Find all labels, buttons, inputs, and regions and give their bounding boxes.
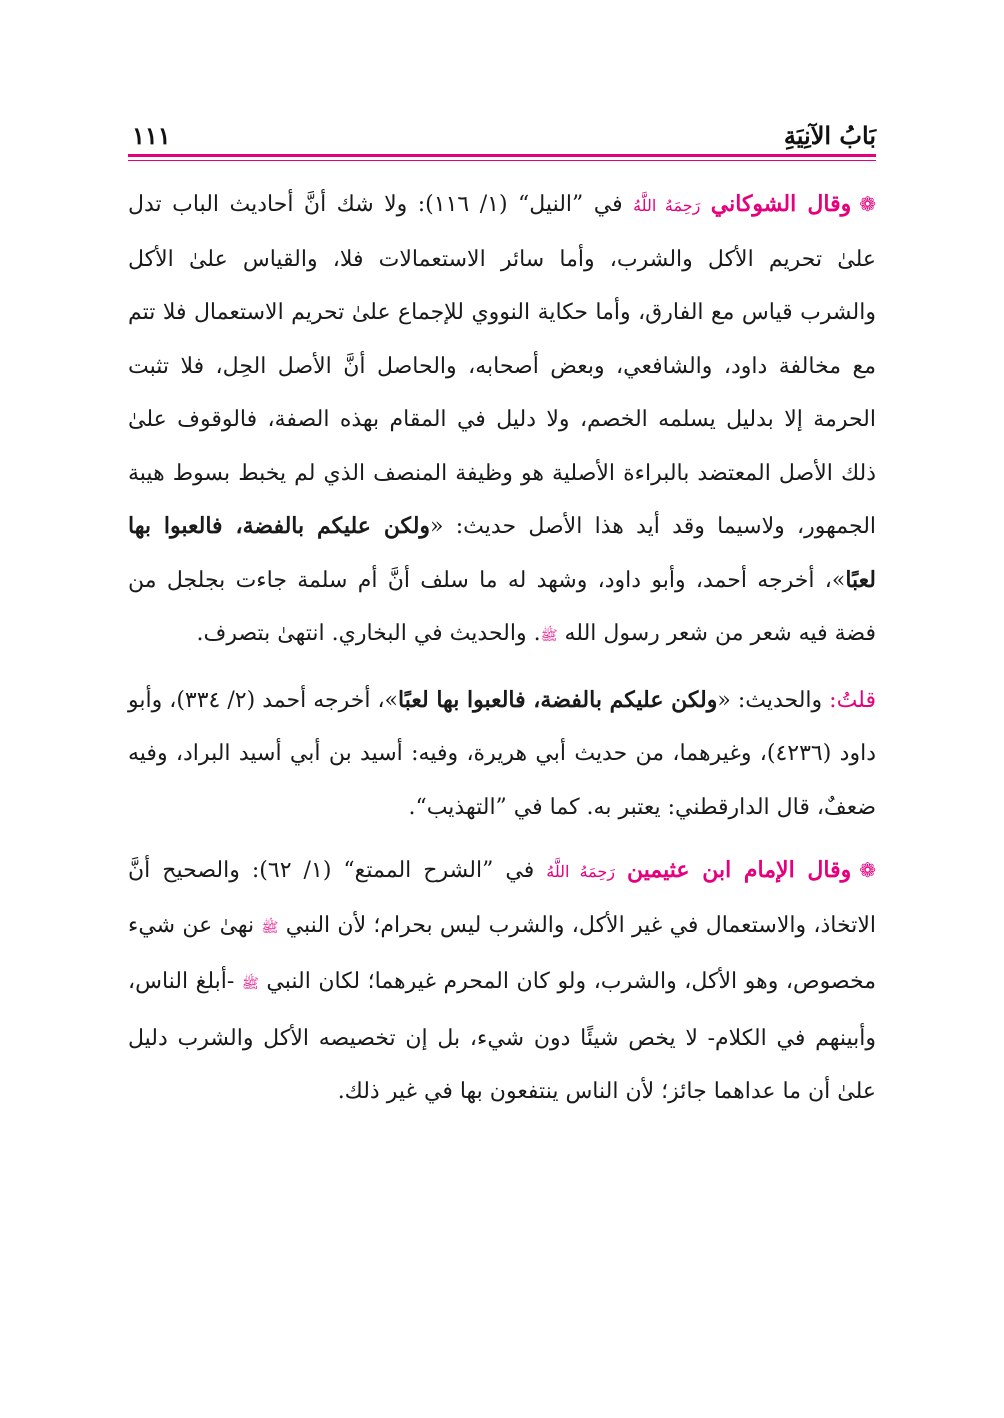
paragraph-comment xyxy=(128,674,876,835)
flower-ornament-icon: ❁ xyxy=(859,858,876,882)
salawat-glyph: ﷺ xyxy=(241,976,259,992)
paragraph-text: في ”الشرح الممتع“ (١/ ٦٢): والصحيح أنَّ الاتخاذ، والاستعمال في غير الأكل، والشرب ليس بحرام؛ لأن النبي xyxy=(128,858,876,938)
page-body xyxy=(128,178,876,1119)
paragraph-text: . والحديث في البخاري. انتهىٰ بتصرف. xyxy=(196,621,541,646)
speaker-name: وقال الإمام ابن عثيمين xyxy=(627,857,852,883)
hadith-text: ولكن عليكم بالفضة، فالعبوا بها لعبًا xyxy=(398,686,718,713)
paragraph-text: في ”النيل“ (١/ ١١٦): ولا شك أنَّ أحاديث الباب تدل علىٰ تحريم الأكل والشرب، وأما سائر الاستعمالات فلا، والقياس علىٰ الأكل والشرب قياس مع الفارق، وأما حكاية النووي للإجماع علىٰ تحريم الاستعمال فلا تتم مع مخالفة داود، والشافعي، وبعض أصحابه، والحاصل أنَّ الأصل الحِل، فلا تثبت الحرمة إلا بدليل يسلمه الخصم، ولا دليل في المقام بهذه الصفة، فالوقوف علىٰ ذلك الأصل المعتضد بالبراءة الأصلية هو وظيفة المنصف الذي لم يخبط بسوط هيبة الجمهور، ولاسيما وقد أيد هذا الأصل حديث: « xyxy=(128,192,877,539)
salawat-glyph: ﷺ xyxy=(261,919,279,936)
page xyxy=(128,108,876,1288)
paragraph-text: -أبلغ الناس، وأبينهم في الكلام- لا يخص شيئًا دون شيء، بل إن تخصيصه الأكل والشرب دليل علىٰ أن ما عداهما جائز؛ لأن الناس ينتفعون بها في غير ذلك. xyxy=(128,969,876,1104)
header-rule-thick xyxy=(128,154,876,157)
qult-label: قلتُ: xyxy=(829,687,876,713)
running-header xyxy=(128,108,876,148)
paragraph-text: »، أخرجه أحمد (٢/ ٣٣٤)، وأبو داود (٤٢٣٦)، وغيرهما، من حديث أبي هريرة، وفيه: أسيد بن أبي أسيد البراد، وفيه ضعفٌ، قال الدارقطني: يعتبر به. كما في ”التهذيب“. xyxy=(128,687,877,820)
honorific-glyph: رَحِمَهُ اللَّهُ xyxy=(633,196,701,215)
flower-ornament-icon: ❁ xyxy=(859,192,876,216)
speaker-name: وقال الشوكاني xyxy=(710,191,852,217)
header-rule-thin xyxy=(128,160,876,161)
paragraph-uthaymeen xyxy=(128,844,876,1119)
page-number: ١١١ xyxy=(132,121,171,150)
honorific-glyph: رَحِمَهُ اللَّهُ xyxy=(546,862,616,881)
paragraph-shawkani xyxy=(128,178,876,664)
chapter-title: بَابُ الآنِيَةِ xyxy=(783,121,876,150)
paragraph-text: والحديث: « xyxy=(717,687,830,713)
paragraph-text: »، أخرجه أحمد، وأبو داود، وشهد له ما سلف أنَّ أم سلمة جاءت بجلجل من فضة فيه شعر من شعر رسول الله xyxy=(128,567,876,646)
paragraph-text: نهىٰ عن شيء مخصوص، وهو الأكل، والشرب، ولو كان المحرم غيرهما؛ لكان النبي xyxy=(128,912,876,994)
hadith-text: ولكن عليكم بالفضة، فالعبوا بها لعبًا xyxy=(128,513,876,593)
salawat-glyph: ﷺ xyxy=(540,628,558,644)
